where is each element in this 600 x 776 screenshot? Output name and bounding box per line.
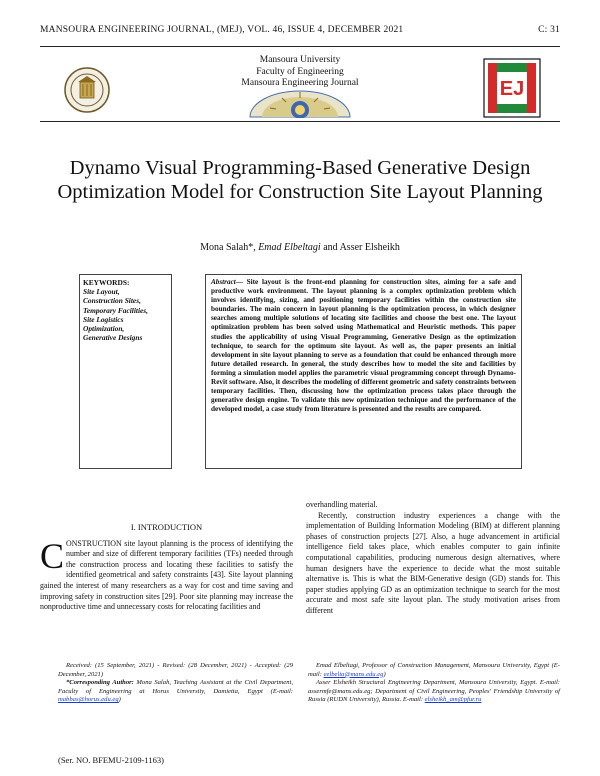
asser-affiliation-note: Asser Elsheikh Structural Engineering Department, Mansoura University, Egypt. E-mail: assermfe@mans.edu.eg; Department of Civil Engineering, Peoples' Friendship University of Russia (RUDN University), Russia. E-mail: elsheikh_am@pfur.ru xyxy=(308,679,560,704)
running-header xyxy=(40,25,560,35)
keyword-item: Generative Designs xyxy=(83,333,143,343)
ej-journal-logo xyxy=(483,58,541,118)
journal-line: MANSOURA ENGINEERING JOURNAL, (MEJ), VOL. 46, ISSUE 4, DECEMBER 2021 xyxy=(40,25,404,35)
intro-continuation: overhandling material. xyxy=(306,500,378,509)
emad-affiliation-note: Emad Elbeltagi, Professor of Construction Management, Mansoura University, Egypt (E-mail: eelbelta@mans.edu.eg) xyxy=(308,662,560,678)
emad-email-link[interactable]: eelbelta@mans.edu.eg xyxy=(323,670,384,678)
faculty-name: Faculty of Engineering xyxy=(256,66,344,77)
paper-title: Dynamo Visual Programming-Based Generative Design Optimization Model for Construction Site Layout Planning xyxy=(57,157,543,203)
masthead-divider xyxy=(40,121,560,122)
keyword-item: Construction Sites, xyxy=(83,296,141,306)
abstract-text: — Site layout is the front-end planning for construction sites, aiming for a safe and productive work environment. The layout planning is a complex optimization problem which involves identifying, sizing, and positioning temporary facilities within the construction site boundaries. The main concern in layout planning is the optimization process, in which designer searches among multiple solutions of locating site facilities and choose the best one. The layout optimization problem has been solved using Mathematical and Heuristic methods. This paper studies the applicability of using Visual Programming, Generative Design as the optimization technique, to search for the optimum site layout. As well as, the paper presents an initial development in site layout planning to serve as a foundation that could be enhanced through more future detailed research. In general, the study describes how to model the site and facilities by forming a simulation model applies the parametric visual programming concept through Dynamo-Revit software. Also, it describes the modeling of different geometric and safety constraints between temporary facilities. Then, discussing how the optimization process takes place through the generative design engine. To validate this new optimization technique and the performance of the developed model, a case study from literature is presented and the results are compared. xyxy=(211,278,516,414)
serial-number: (Ser. NO. BFEMU-2109-1163) xyxy=(58,755,164,765)
corresponding-email-link[interactable]: mabbas@horus.edu.eg xyxy=(58,696,119,704)
keyword-item: Site Logistics xyxy=(83,314,124,324)
footnote-right xyxy=(308,662,560,705)
keywords-box xyxy=(79,274,172,469)
intro-right-column xyxy=(306,500,560,617)
journal-name: Mansoura Engineering Journal xyxy=(241,78,359,88)
author-1: Mona Salah*, xyxy=(200,242,259,253)
drop-cap: C xyxy=(40,535,65,576)
keyword-item: Temporary Facilities, xyxy=(83,305,149,315)
author-line xyxy=(0,242,600,253)
intro-left-column xyxy=(40,522,293,613)
keyword-item: Site Layout, xyxy=(83,287,120,297)
keyword-item: Optimization, xyxy=(83,324,125,334)
author-2: Emad Elbeltagi xyxy=(258,242,321,253)
intro-paragraph-1: ONSTRUCTION site layout planning is the process of identifying the number and size of different temporary facilities (TFs) needed through the construction process and locating these facilities to satisfy the identified geometrical and safety constraints [43]. Site layout planning gained the interest of many researchers as a way for cost and time saving and improving safety in construction sites [29]. Poor site planning may increase the nonproductive time and unnecessary costs for relocating facilities and xyxy=(40,538,293,612)
intro-paragraph-2: Recently, construction industry experiences a change with the implementation of Building Information Modeling (BIM) at different planning phases of construction projects [27]. Also, a huge advancement in artificial intelligence field takes place, which enables computer to gain infinite computational capabilities, producing numerous design alternatives, where human designers have the experience to decide what the most suitable alternative is. This is what the BIM-Generative design (GD) stands for. This paper studies applying GD as an optimization technique to search for the most accurate and most safe site layout plan. The study motivation arises from different xyxy=(306,510,560,615)
university-name: Mansoura University xyxy=(259,55,341,65)
received-dates: Received: (15 September, 2021) - Revised: (28 December, 2021) - Accepted: (29 December, 2021) xyxy=(58,662,293,678)
section-title: I. INTRODUCTION xyxy=(130,522,203,532)
author-3: and Asser Elsheikh xyxy=(320,242,400,253)
faculty-emblem-logo xyxy=(246,88,354,118)
asser-email-link[interactable]: elsheikh_am@pfur.ru xyxy=(424,696,482,704)
corresponding-label: *Corresponding Author: xyxy=(66,679,134,687)
corresponding-author-note: *Corresponding Author: Mona Salah, Teaching Assistant at the Civil Department, Faculty of Engineering at Horus University, Damietta, Egypt (E-mail: mabbas@horus.edu.eg) xyxy=(58,679,293,704)
footnote-left xyxy=(58,662,293,705)
keywords-heading: KEYWORDS: xyxy=(83,278,130,287)
header-divider xyxy=(40,46,560,47)
page-code: C: 31 xyxy=(538,25,560,35)
ej-logo-text: EJ xyxy=(499,78,525,100)
abstract-box xyxy=(205,274,522,469)
abstract-lead: Abstract xyxy=(211,278,236,286)
